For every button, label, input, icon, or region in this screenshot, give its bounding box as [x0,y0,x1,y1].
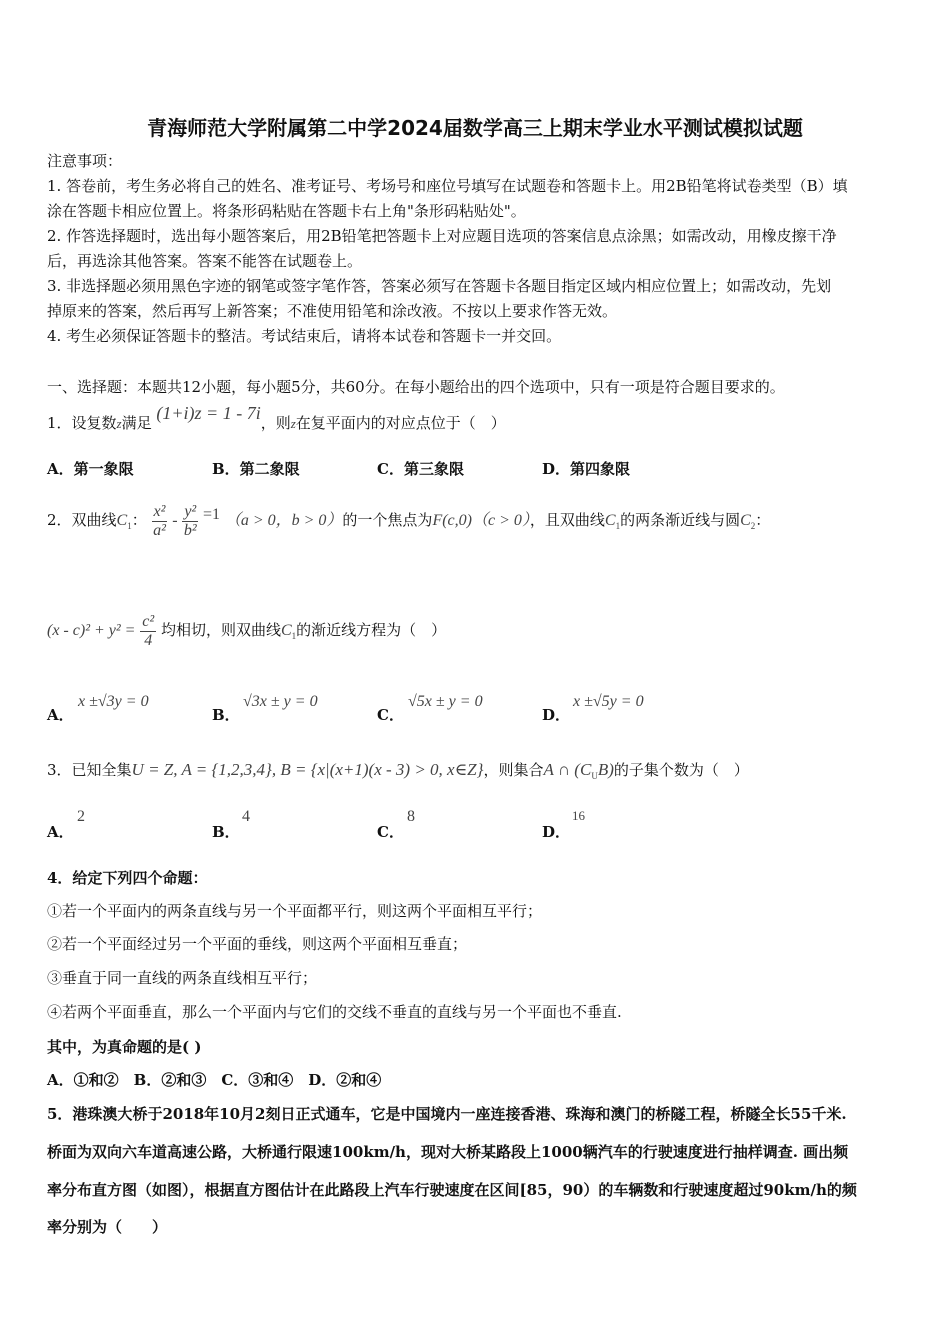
option-a-label: A． [47,823,74,841]
notice-line: 涂在答题卡相应位置上。将条形码粘贴在答题卡右上角"条形码粘贴处"。 [47,202,526,220]
question-1: 1．设复数z满足 (1+i)z = 1 - 7i，则z在复平面内的对应点位于（ ） [47,403,506,432]
question-4-ask: 其中，为真命题的是( ) [47,1038,202,1056]
fraction-x2-a2: $\frac{\text{x²}}{\text{a²}}$ [153,502,166,539]
option-a-value: 2 [77,808,85,825]
question-4-options: A．①和② B．②和③ C．③和④ D．②和④ [47,1071,382,1089]
option-c-label: C． [377,706,404,724]
question-5-line: 5．港珠澳大桥于2018年10月2刻日正式通车，它是中国境内一座连接香港、珠海和澳门的桥隧工程，桥隧全长55千米. [47,1105,847,1123]
option-b-label: B． [212,706,240,724]
question-3: 3．已知全集U = Z, A = {1,2,3,4}, B = {x|(x+1)(x - 3) > 0, x∈Z}，则集合A ∩ $(C_UB)$的子集个数为（ ） [47,760,749,781]
equation: U = Z, A = {1,2,3,4}, B = {x|(x+1)(x - 3) > 0, x∈Z} [131,760,484,779]
fraction-c2-4: $\frac{\text{c²}}{4}$ [142,612,155,649]
question-5-line: 率分布直方图（如图），根据直方图估计在此路段上汽车行驶速度在区间[85，90）的车辆数和行驶速度超过90km/h的频 [47,1181,857,1199]
option-b-value: 4 [242,808,250,825]
proposition-3: ③垂直于同一直线的两条直线相互平行； [47,969,318,987]
option-d-math: x ±√5y = 0 [573,693,644,710]
question-4: 4．给定下列四个命题： [47,869,208,887]
notice-line: 4. 考生必须保证答题卡的整洁。考试结束后，请将本试卷和答题卡一并交回。 [47,327,562,345]
section-heading: 一、选择题：本题共12小题，每小题5分，共60分。在每小题给出的四个选项中，只有一项是符合题目要求的。 [47,378,785,396]
question-5-line: 率分别为（ ） [47,1218,168,1236]
option-b: B．第二象限 [212,460,300,478]
option-c-label: C． [377,823,404,841]
notice-line: 3. 非选择题必须用黑色字迹的钢笔或签字笔作答，答案必须写在答题卡各题目指定区域内相应位置上；如需改动，先划 [47,277,832,295]
option-d-value: 16 [572,808,585,823]
question-2-continued: (x - c)² + y² = $\frac{\text{c²}}{4}$ 均相切，则双曲线$C_1$的渐近线方程为（ ） [47,612,447,649]
equation: (1+i)z = 1 - 7i [156,403,261,423]
question-2: 2．双曲线$C_1$： $\frac{\text{x²}}{\text{a²}}$ - $\frac{\text{y²}}{\text{b²}}$ =1 （a > 0，b > 0）的一个焦点为F(c,0)（c > 0），且双曲线$C_1$的两条渐近线与圆$C_2$： [47,502,771,539]
notice-line: 后，再选涂其他答案。答案不能答在试题卷上。 [47,252,363,270]
option-d-label: D． [542,823,571,841]
page-title: 青海师范大学附属第二中学2024届数学高三上期末学业水平测试模拟试题 [147,116,803,140]
option-a: A．第一象限 [47,460,134,478]
option-a-label: A． [47,706,74,724]
question-5-line: 桥面为双向六车道高速公路，大桥通行限速100km/h，现对大桥某路段上1000辆汽车的行驶速度进行抽样调查. 画出频 [47,1143,849,1161]
option-d: D．第四象限 [542,460,631,478]
fraction-y2-b2: $\frac{\text{y²}}{\text{b²}}$ [183,502,197,539]
proposition-4: ④若两个平面垂直，那么一个平面内与它们的交线不垂直的直线与另一个平面也不垂直. [47,1003,622,1021]
proposition-2: ②若一个平面经过另一个平面的垂线，则这两个平面相互垂直； [47,935,468,953]
notice-line: 掉原来的答案，然后再写上新答案；不准使用铅笔和涂改液。不按以上要求作答无效。 [47,302,618,320]
option-c-math: √5x ± y = 0 [408,693,483,710]
notice-line: 2. 作答选择题时，选出每小题答案后，用2B铅笔把答题卡上对应题目选项的答案信息点涂黑；如需改动，用橡皮擦干净 [47,227,837,245]
option-b-label: B． [212,823,240,841]
option-c: C．第三象限 [377,460,464,478]
option-c-value: 8 [407,808,415,825]
notice-heading: 注意事项： [47,152,123,170]
option-d-label: D． [542,706,571,724]
option-a-math: x ±√3y = 0 [78,693,149,710]
notice-line: 1. 答卷前，考生务必将自己的姓名、准考证号、考场号和座位号填写在试题卷和答题卡上。用2B铅笔将试卷类型（B）填 [47,177,848,195]
proposition-1: ①若一个平面内的两条直线与另一个平面都平行，则这两个平面相互平行； [47,902,543,920]
option-b-math: √3x ± y = 0 [243,693,318,710]
